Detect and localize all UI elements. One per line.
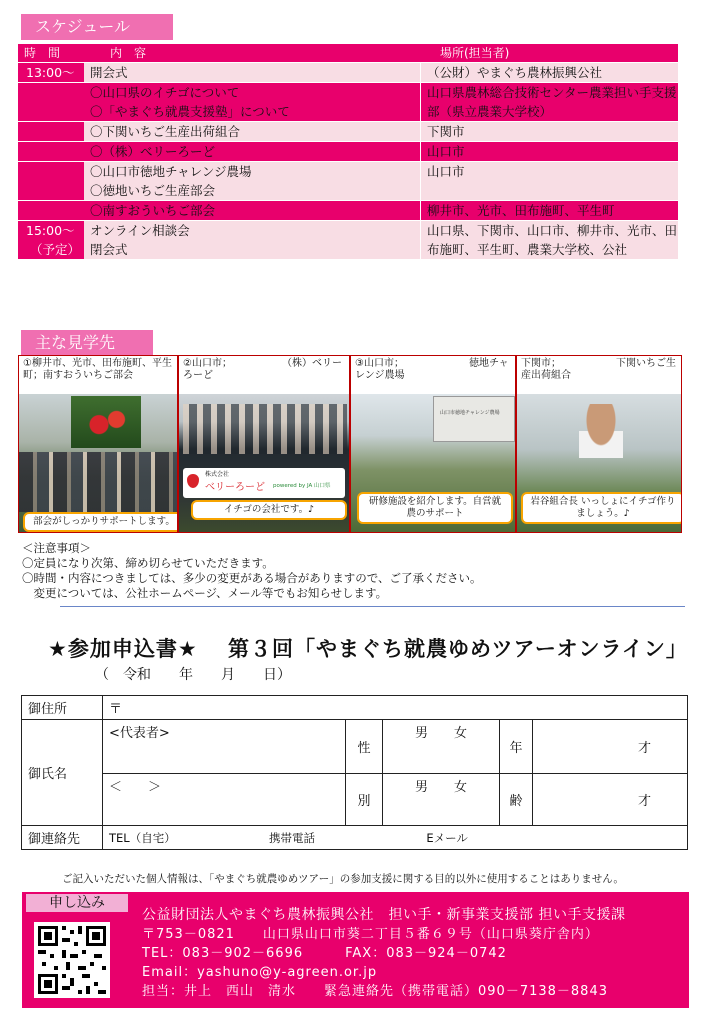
rep-name-field[interactable]: <代表者>: [103, 720, 346, 774]
logo-company: 株式会社: [205, 471, 230, 478]
contact-staff: 担当：井上 西山 清水 緊急連絡先（携帯電話）090－7138－8843: [142, 984, 608, 999]
visit-bubble: イチゴの会社です。♪: [191, 500, 347, 520]
rep-age-field[interactable]: 才: [533, 720, 688, 774]
contact-lines: [142, 906, 625, 1001]
divider: [60, 606, 685, 607]
schedule-content: [84, 83, 420, 121]
contact-org: 公益財団法人やまぐち農林振興公社 担い手・新事業支援部 担い手支援課: [142, 907, 626, 923]
schedule-item: 〇山口県のイチゴについて: [90, 85, 240, 100]
schedule-item: 〇徳地いちご生産部会: [90, 183, 216, 198]
schedule-item: 〇下関いちご生産出荷組合: [90, 124, 241, 139]
farm-building: [433, 396, 515, 442]
schedule-time-value: 15:00～: [26, 223, 75, 238]
tel-home-field[interactable]: TEL（自宅）: [109, 830, 176, 845]
schedule-row: [18, 82, 678, 121]
schedule-header: [18, 44, 678, 62]
address-field[interactable]: 〒: [103, 696, 688, 720]
companion-sex-field[interactable]: 男 女: [383, 774, 500, 826]
farm-sign: 山口市徳地チャレンジ農場: [440, 410, 500, 416]
contact-tel-fax: TEL：083－902－6696 FAX：083－924－0742: [142, 946, 507, 961]
schedule-time: [18, 63, 84, 82]
contact-email[interactable]: Email：yashuno@y-agreen.or.jp: [142, 965, 378, 980]
schedule-item: 閉会式: [90, 242, 128, 257]
age-label-2: 齢: [500, 774, 533, 826]
schedule-content: [84, 201, 420, 220]
logo-sub: powered by JA 山口県: [273, 483, 331, 489]
schedule-row: [18, 62, 678, 82]
contact-address: 〒753－0821 山口県山口市葵二丁目５番６９号（山口県葵庁舎内）: [142, 927, 599, 942]
schedule-item: オンライン相談会: [90, 223, 190, 238]
header-time: 時 間: [24, 46, 61, 60]
companion-name-field[interactable]: ＜ ＞: [103, 774, 346, 826]
privacy-note: ご記入いただいた個人情報は、「やまぐち就農ゆめツアー」の参加支援に関する目的以外に使用することはありません。: [62, 873, 624, 885]
notes-title: ＜注意事項＞: [22, 541, 91, 555]
email-field[interactable]: Eメール: [426, 830, 468, 845]
schedule-row: [18, 200, 678, 220]
application-form: [21, 695, 688, 850]
schedule-time: [18, 83, 84, 121]
schedule-time: [18, 142, 84, 161]
schedule-item: 〇南すおういちご部会: [90, 203, 216, 218]
schedule-place: 柳井市、光市、田布施町、平生町: [420, 201, 678, 220]
berryroad-logo: [183, 468, 345, 498]
schedule-content: [84, 221, 420, 259]
header-place: 場所(担当者): [440, 46, 510, 60]
chairman-figure: [579, 404, 623, 458]
notes-line: 〇時間・内容につきましては、多少の変更がある場合がありますので、ご了承ください。: [22, 571, 482, 585]
schedule-item: 〇（株）べリーろーど: [90, 144, 216, 159]
schedule-content: [84, 142, 420, 161]
notes-line: 変更については、公社ホームページ、メール等でもお知らせします。: [22, 586, 388, 600]
schedule-place: （公財）やまぐち農林振興公社: [420, 63, 678, 82]
people-group-photo: [19, 452, 178, 512]
contact-fields: [103, 826, 688, 850]
visit-bubble: 岩谷組合長 いっしょにイチゴ作りましょう。♪: [521, 492, 682, 524]
schedule-place: 山口市: [420, 142, 678, 161]
visit-bubble: 研修施設を紹介します。自営就農のサポート: [357, 492, 513, 524]
visit-caption: ①柳井市、光市、田布施町、平生町；南すおういちご部会: [23, 358, 172, 381]
header-content: 内 容: [110, 46, 147, 60]
schedule-tag: スケジュール: [21, 14, 173, 40]
schedule-item: 開会式: [90, 65, 128, 80]
name-label: 御氏名: [22, 720, 103, 826]
schedule-time: [18, 221, 84, 259]
visit-caption: ②山口市； （株）ベリーろーど: [183, 358, 342, 381]
contact-box: [22, 892, 689, 1008]
address-label: 御住所: [22, 696, 103, 720]
schedule-time: [18, 201, 84, 220]
companion-age-field[interactable]: 才: [533, 774, 688, 826]
visit-caption: ③山口市； 徳地チャレンジ農場: [355, 358, 509, 381]
notes-line: 〇定員になり次第、締め切らせていただきます。: [22, 556, 274, 570]
schedule-row: [18, 220, 678, 259]
schedule-time-note: （予定）: [30, 242, 81, 257]
age-label: 年: [500, 720, 533, 774]
schedule-item: 〇「やまぐち就農支援塾」について: [90, 104, 290, 119]
schedule-content: [84, 122, 420, 141]
schedule-time: [18, 162, 84, 200]
schedule-row: [18, 121, 678, 141]
schedule-place: 山口市: [420, 162, 678, 200]
visit-card-shimonoseki: [516, 355, 682, 533]
contact-label: 御連絡先: [22, 826, 103, 850]
visit-card-tokuji: [350, 355, 516, 533]
strawberry-icon: [187, 474, 199, 488]
notes: [22, 541, 482, 601]
schedule-rows: [18, 62, 678, 259]
mobile-field[interactable]: 携帯電話: [269, 830, 316, 845]
visit-card-minamisuou: [18, 355, 178, 533]
schedule-table: [18, 44, 678, 259]
application-title: ★参加申込書★ 第３回「やまぐち就農ゆめツアーオンライン」: [48, 637, 688, 661]
visit-card-berryroad: [178, 355, 350, 533]
apply-label: 申し込み: [26, 894, 128, 912]
schedule-place: 山口県農林総合技術センター農業担い手支援部（県立農業大学校）: [420, 83, 678, 121]
visits-tag: 主な見学先: [21, 330, 153, 356]
schedule-content: [84, 162, 420, 200]
schedule-time: [18, 122, 84, 141]
strawberry-closeup-photo: [71, 396, 141, 448]
schedule-time-value: 13:00～: [26, 65, 75, 80]
schedule-place: 山口県、下関市、山口市、柳井市、光市、田布施町、平生町、農業大学校、公社: [420, 221, 678, 259]
schedule-place: 下関市: [420, 122, 678, 141]
visit-bubble: 部会がしっかりサポートします。: [23, 512, 178, 532]
schedule-row: [18, 141, 678, 161]
sex-label: 性: [346, 720, 383, 774]
visits-strip: [18, 355, 682, 533]
logo-name: べリーろーど: [205, 482, 265, 493]
visit-caption: 下関市； 下関いちご生産出荷組合: [521, 358, 676, 381]
schedule-row: [18, 161, 678, 200]
sex-label-2: 別: [346, 774, 383, 826]
staff-rows: [183, 404, 347, 454]
schedule-content: [84, 63, 420, 82]
rep-sex-field[interactable]: 男 女: [383, 720, 500, 774]
qr-code-icon[interactable]: [34, 922, 110, 998]
application-date: （ 令和 年 月 日）: [95, 667, 291, 683]
schedule-item: 〇山口市徳地チャレンジ農場: [90, 164, 252, 179]
